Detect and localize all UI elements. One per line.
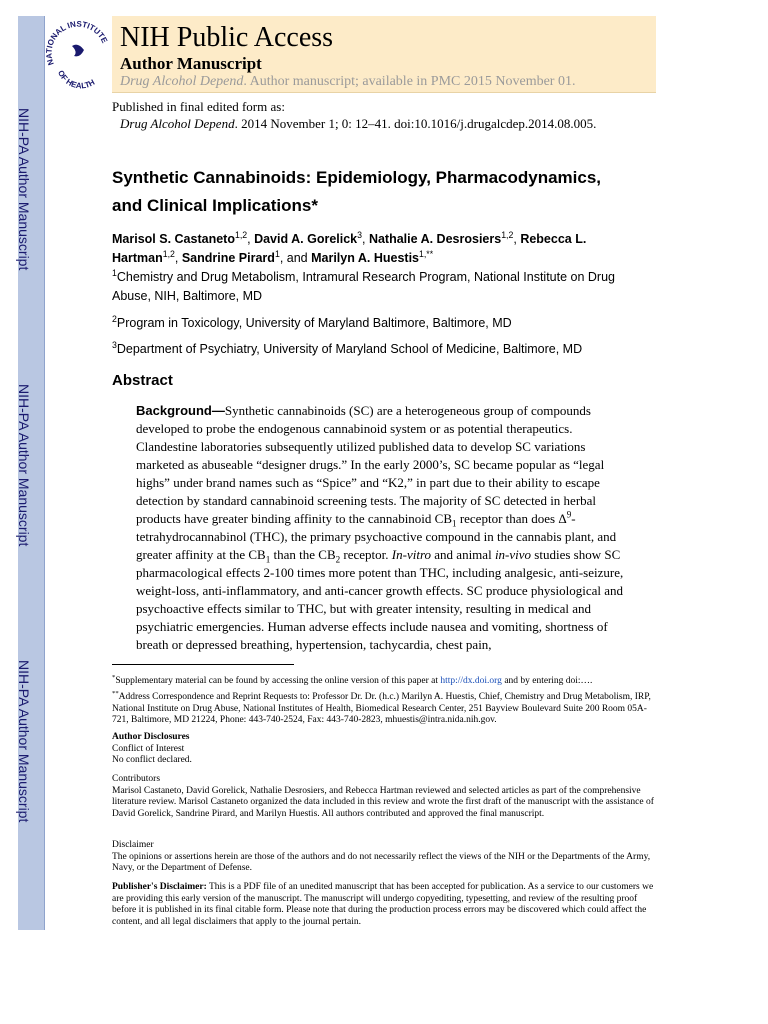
author-name: Marisol S. Castaneto [112,232,235,246]
author-sep: , [513,232,521,246]
abstract-italic: in-vivo [494,547,532,562]
fn-text: Supplementary material can be found by accessing the online version of this paper at [115,676,441,686]
abstract-text: receptor than does Δ [456,511,567,526]
sidebar-label-bottom: NIH-PA Author Manuscript [16,660,32,823]
publication-info [112,98,596,132]
contributors-text: Marisol Castaneto, David Gorelick, Nathalie Desrosiers, and Rebecca Hartman reviewed and selected articles as part of the comprehensive literature review. Marisol Castaneto organized the data included in this review and wrote the first draft of the manuscript with the assistance of David Gorelick, Sandrine Pirard, and Marilyn Huestis. All authors contributed and approved the final manuscript. [112,785,654,819]
title-line1: Synthetic Cannabinoids: Epidemiology, Pharmacodynamics, [112,168,602,187]
subscript: 2 [335,554,341,565]
abstract-text: studies show SC pharmacological effects 2-100 times more potent than THC, including analgesic, anti-seizure, weight-loss, anti-inflammatory, and anti-cancer growth effects. SC produce physiological and psychoactive effects similar to THC, but with greater intensity, resulting in medical and psychiatric emergencies. Human adverse effects include nausea and vomiting, shortness of breath or depressed breathing, hypertension, tachycardia, chest pain, [136,547,624,652]
pub-reference [112,115,596,132]
abstract-text: than the CB [270,547,336,562]
title-line2: and Clinical Implications* [112,196,318,215]
aff-text: Department of Psychiatry, University of Maryland School of Medicine, Baltimore, MD [116,342,583,356]
author-sup: 1 [274,248,280,259]
footnote-divider [112,664,294,665]
author-name: Rebecca L. Hartman [112,232,587,265]
coi-heading: Conflict of Interest [112,743,185,754]
fn-mark: ** [112,689,119,697]
abstract-italic: In-vitro [391,547,432,562]
abstract-text: Synthetic cannabinoids (SC) are a heterogeneous group of compounds developed to probe the endogenous cannabinoid system or as potential therapeutics. Clandestine laboratories subsequently utilized published data to develop SC variations marketed as abuseable “designer drugs.” In the early 2000’s, SC became popular as “legal highs” under brand names such as “Spice” and “K2,” in part due to their ability to escape detection by standard cannabinoid screening tests. The majority of SC detected in herbal products have greater binding affinity to the cannabinoid CB [136,403,605,526]
fn-text: and by entering doi:…. [501,676,593,686]
affiliation-3 [112,340,652,359]
nih-header-banner [112,16,656,93]
author-name: Marilyn A. Huestis [311,251,419,265]
header-cite-rest: . Author manuscript; available in PMC 2015 November 01. [243,74,576,89]
header-journal: Drug Alcohol Depend [120,74,244,89]
aff-sup: 1 [112,267,117,278]
abstract-text: receptor. [340,547,392,562]
publisher-disclaimer [112,882,657,928]
abstract-body [136,402,636,654]
author-sup: 1,** [419,248,434,259]
author-name: Nathalie A. Desrosiers [368,232,502,246]
subscript: 1 [452,518,457,529]
aff-sup: 3 [112,339,117,350]
author-name: David A. Gorelick [254,232,358,246]
affiliation-2 [112,314,652,333]
aff-text: Program in Toxicology, University of Maryland Baltimore, Baltimore, MD [116,316,512,330]
author-sup: 1,2 [501,229,514,240]
pub-disclaimer-text: This is a PDF file of an unedited manuscript that has been accepted for publication. As a service to our customers we are providing this early version of the manuscript. The manuscript will undergo copyediting, typesetting, and review of the resulting proof before it is published in its final citable form. Please note that during the production process errors may be discovered which could affect the content, and all legal disclaimers that apply to the journal pertain. [112,882,654,927]
author-sup: 1,2 [162,248,175,259]
article-title [112,164,652,220]
author-list [112,230,632,268]
sidebar-label-top: NIH-PA Author Manuscript [16,108,32,271]
fn-mark: * [112,673,116,681]
author-name: Sandrine Pirard [181,251,275,265]
author-sep: , [247,232,255,246]
aff-sup: 2 [112,313,117,324]
footnote-correspondence [112,689,657,727]
author-disclosures [112,732,657,767]
fn-text: Address Correspondence and Reprint Requests to: Professor Dr. Dr. (h.c.) Marilyn A. Huestis, Chief, Chemistry and Drug Metabolism, IRP, National Institute on Drug Abuse, National Institutes of Health, Biomedical Research Center, 251 Bayview Boulevard Suite 200 Room 05A-721, Baltimore, MD 21224, Phone: 443-740-2524, Fax: 443-740-2823, mhuestis@intra.nida.nih.gov. [112,692,651,725]
pub-disclaimer-label: Publisher's Disclaimer: [112,882,207,892]
doi-link[interactable]: http://dx.doi.org [440,676,502,686]
abstract-text: -tetrahydrocannabinol (THC), the primary psychoactive compound in the cannabis plant, and greater affinity at the CB [136,511,617,562]
affiliation-1 [112,268,652,306]
header-subtitle: Author Manuscript [120,54,262,73]
svg-text:OF HEALTH: OF HEALTH [55,68,97,91]
author-sup: 1,2 [234,229,248,240]
abstract-heading: Abstract [112,372,173,389]
author-sep: , and [279,251,312,265]
contributors [112,774,657,820]
disclaimer-heading: Disclaimer [112,840,154,850]
abstract-text: and animal [431,547,495,562]
author-sep: , [174,251,182,265]
subscript: 1 [265,554,271,565]
disclosures-heading: Author Disclosures [112,732,190,742]
sidebar-label-middle: NIH-PA Author Manuscript [16,384,32,547]
background-label: Background— [136,403,225,418]
header-title: NIH Public Access [120,22,334,53]
superscript: 9 [566,509,572,520]
author-sup: 3 [357,229,362,240]
nih-logo [44,16,110,92]
contributors-heading: Contributors [112,774,161,784]
disclaimer [112,840,657,875]
pub-journal: Drug Alcohol Depend [120,116,235,131]
pub-line1: Published in final edited form as: [112,99,285,114]
author-sep: , [362,232,369,246]
pub-ref-rest: . 2014 November 1; 0: 12–41. doi:10.1016/j.drugalcdep.2014.08.005. [234,116,597,131]
svg-text:NATIONAL INSTITUTES: NATIONAL INSTITUTE [44,19,110,67]
disclaimer-text: The opinions or assertions herein are those of the authors and do not necessarily reflect the views of the NIH or the Departments of the Army, Navy, or the Department of Defense. [112,851,651,873]
coi-text: No conflict declared. [112,755,192,765]
footnote-supplementary [112,673,657,688]
aff-text: Chemistry and Drug Metabolism, Intramural Research Program, National Institute on Drug Abuse, NIH, Baltimore, MD [112,270,615,303]
header-citation [120,74,575,90]
